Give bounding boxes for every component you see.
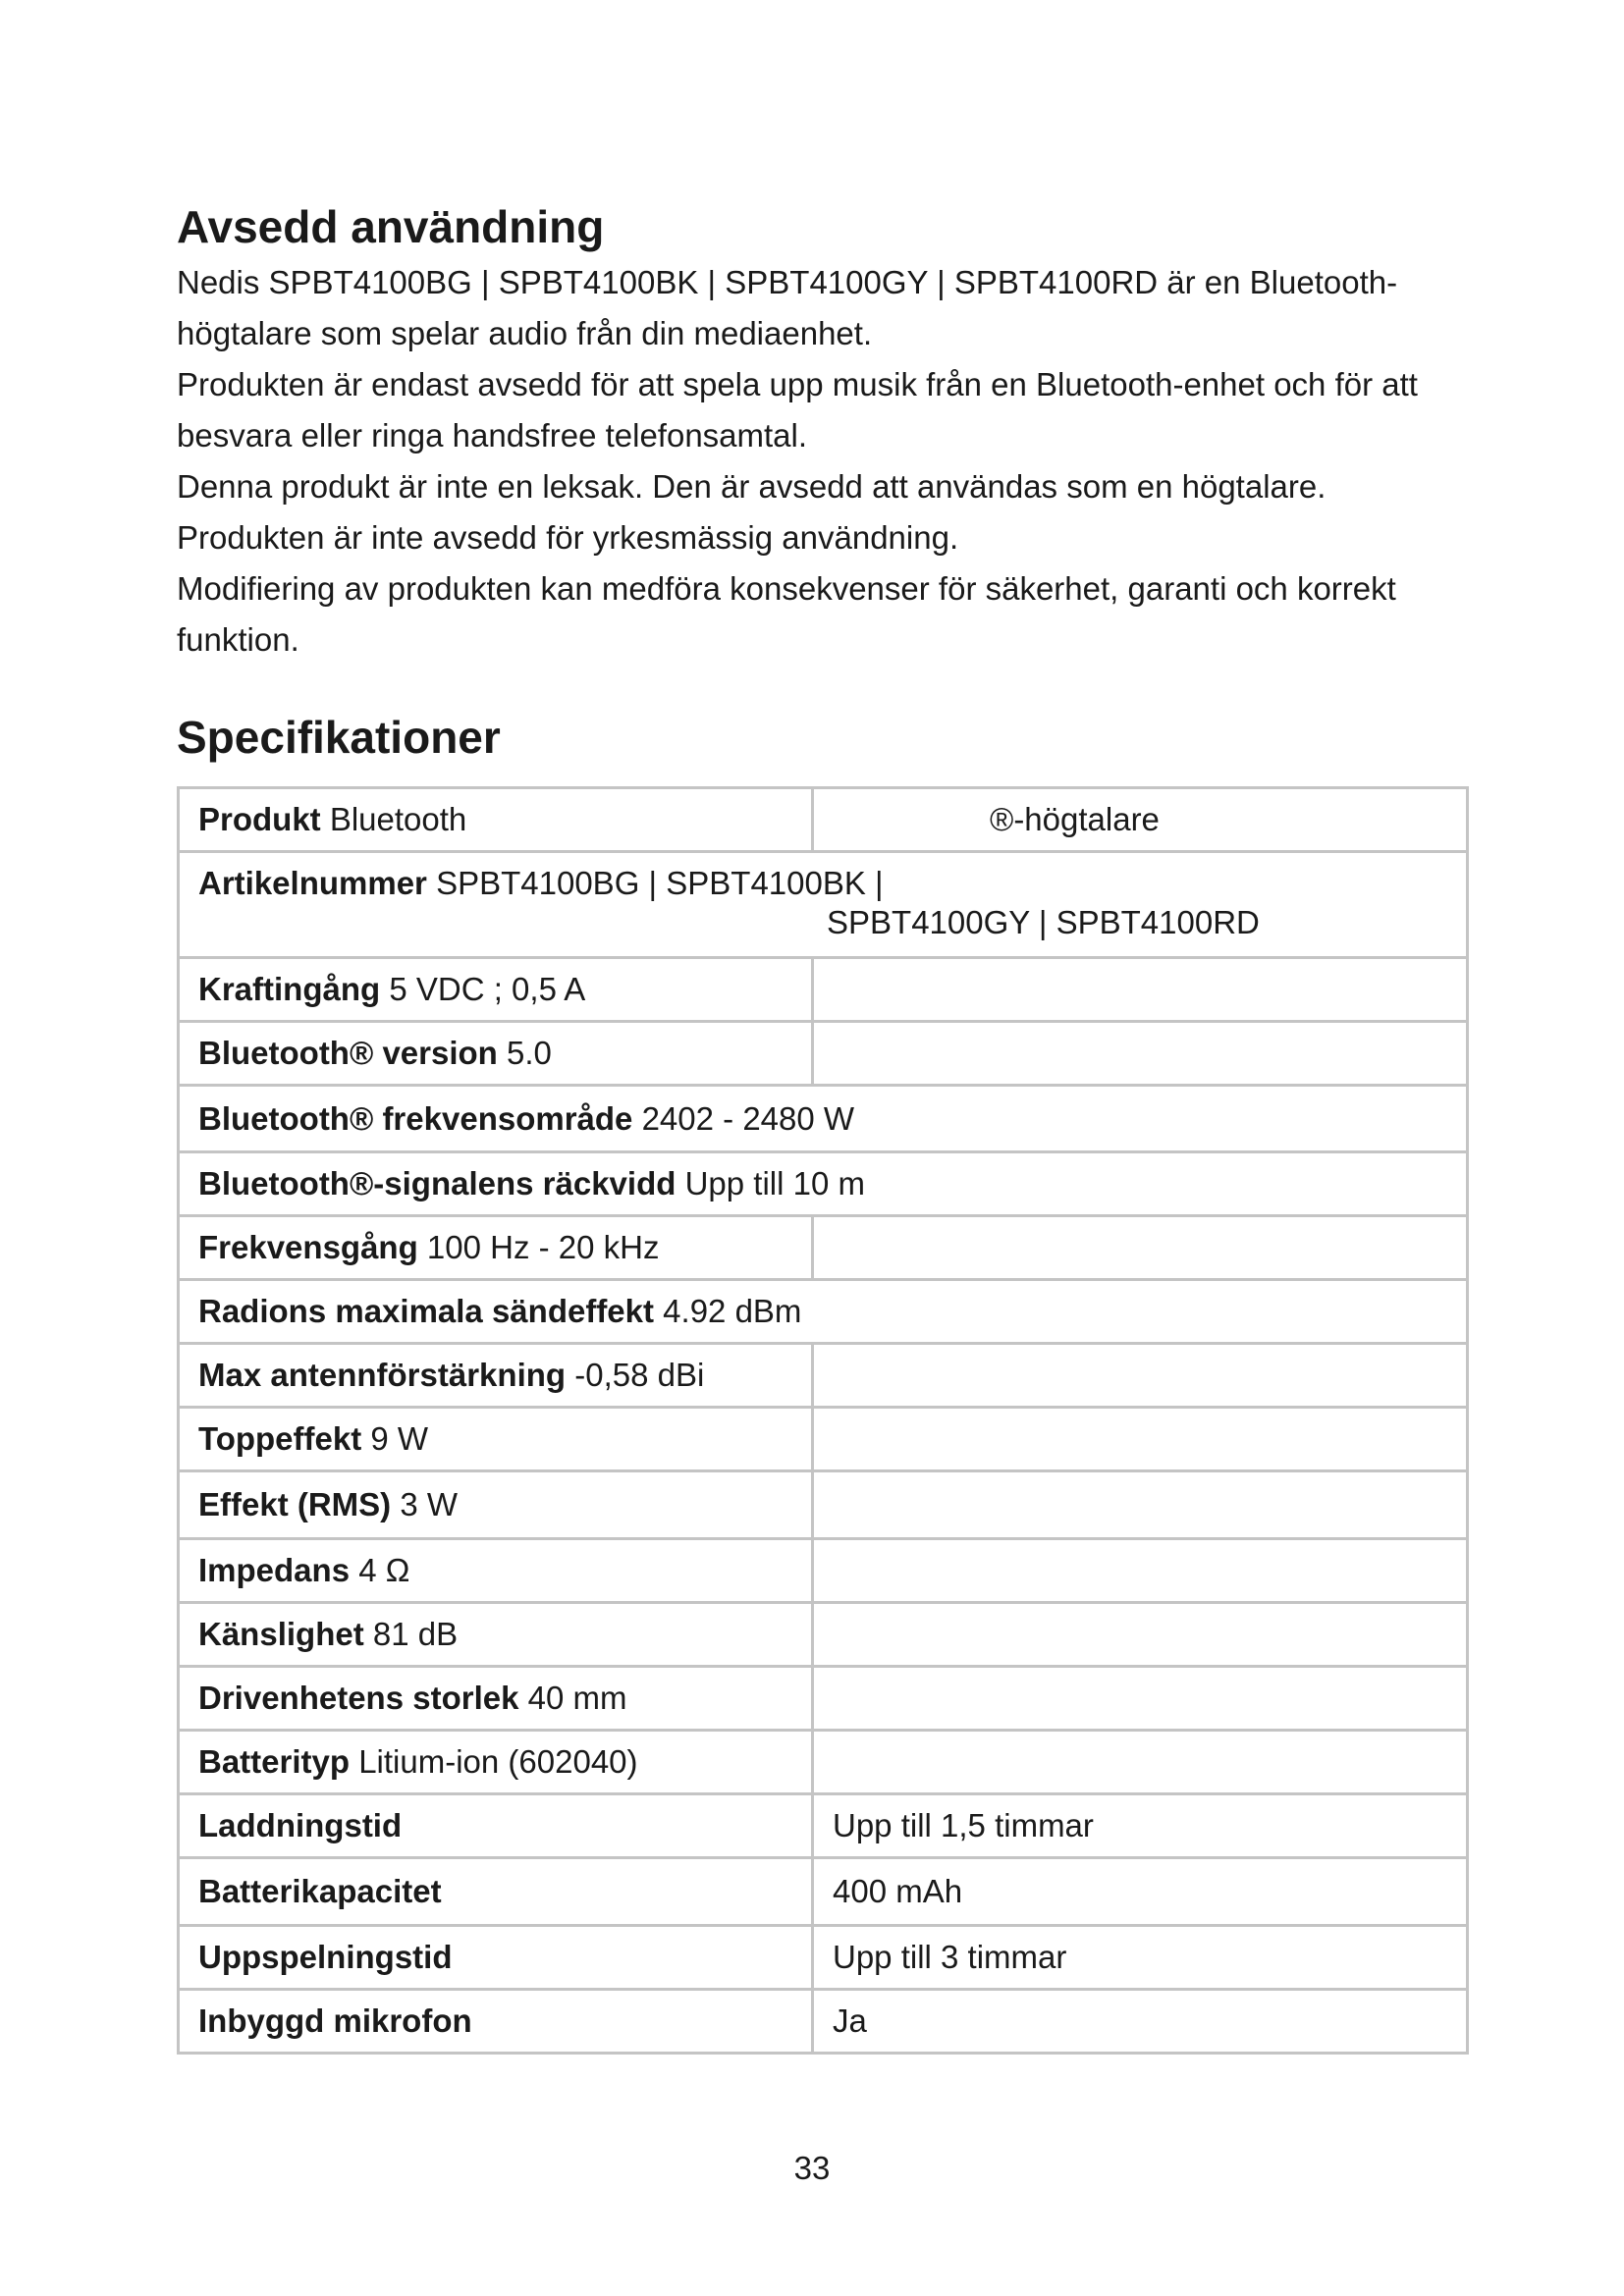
- spec-cell: [179, 1990, 813, 2054]
- spec-cell-empty: [813, 1344, 1468, 1408]
- spec-cell: [813, 1794, 1468, 1858]
- spec-value: Litium-ion (602040): [358, 1743, 638, 1780]
- table-row: [179, 1794, 1468, 1858]
- spec-cell: [179, 852, 1468, 958]
- spec-label: Bluetooth® frekvensområde: [198, 1099, 633, 1137]
- spec-label: Laddningstid: [198, 1807, 403, 1843]
- spec-label: Bluetooth®-signalens räckvidd: [198, 1165, 677, 1201]
- spec-value: 100 Hz - 20 kHz: [426, 1229, 660, 1265]
- spec-label: Kraftingång: [198, 971, 381, 1007]
- spec-value: Upp till 10 m: [684, 1165, 865, 1201]
- spec-value-continued: ®-högtalare: [990, 801, 1160, 837]
- spec-cell-empty: [813, 1731, 1468, 1794]
- table-row: [179, 1022, 1468, 1086]
- spec-label: Frekvensgång: [198, 1229, 418, 1265]
- spec-cell-empty: [813, 1539, 1468, 1603]
- spec-value: 9 W: [370, 1420, 429, 1457]
- spec-table: [177, 786, 1469, 2055]
- spec-cell: [179, 1086, 1468, 1152]
- spec-cell: [179, 1471, 813, 1539]
- spec-value: Bluetooth: [329, 801, 467, 837]
- spec-value: 3 W: [400, 1486, 459, 1522]
- spec-label: Toppeffekt: [198, 1420, 362, 1457]
- spec-label: Effekt (RMS): [198, 1486, 392, 1522]
- spec-cell-empty: [813, 1216, 1468, 1280]
- spec-label: Drivenhetens storlek: [198, 1680, 519, 1716]
- spec-cell: [813, 1926, 1468, 1990]
- spec-cell: [179, 1408, 813, 1471]
- table-row: [179, 1280, 1468, 1344]
- spec-cell: [179, 1667, 813, 1731]
- table-row: [179, 1344, 1468, 1408]
- spec-value: SPBT4100BG | SPBT4100BK |: [436, 865, 884, 901]
- spec-value: Upp till 1,5 timmar: [833, 1807, 1094, 1843]
- spec-label: Inbyggd mikrofon: [198, 2002, 472, 2039]
- section-heading-specifications: Specifikationer: [177, 712, 501, 763]
- table-row: [179, 1603, 1468, 1667]
- spec-label: Impedans: [198, 1552, 351, 1588]
- spec-value-continued: SPBT4100GY | SPBT4100RD: [827, 904, 1260, 940]
- table-row: [179, 1216, 1468, 1280]
- spec-value: -0,58 dBi: [574, 1357, 705, 1393]
- spec-cell: [179, 1926, 813, 1990]
- spec-cell: [179, 1216, 813, 1280]
- spec-value: Ja: [833, 2002, 867, 2039]
- spec-label: Batterikapacitet: [198, 1873, 442, 1909]
- spec-value: Upp till 3 timmar: [833, 1939, 1067, 1975]
- spec-cell: [179, 958, 813, 1022]
- spec-label: Uppspelningstid: [198, 1939, 453, 1975]
- spec-value: 4.92 dBm: [663, 1293, 802, 1329]
- spec-cell: [179, 1280, 1468, 1344]
- spec-cell: [813, 1990, 1468, 2054]
- paragraph: Produkten är endast avsedd för att spela upp musik från en Bluetooth-enhet och för att besvara eller ringa handsfree telefonsamtal.: [177, 366, 1418, 454]
- spec-label: Radions maximala sändeffekt: [198, 1293, 654, 1329]
- table-row: [179, 958, 1468, 1022]
- spec-cell: [179, 1794, 813, 1858]
- spec-cell: [179, 1603, 813, 1667]
- spec-label: Bluetooth® version: [198, 1035, 498, 1071]
- table-row: [179, 1926, 1468, 1990]
- page-number: 33: [793, 2150, 831, 2186]
- spec-cell: [813, 788, 1468, 852]
- spec-label: Produkt: [198, 801, 321, 837]
- spec-label: Batterityp: [198, 1743, 351, 1780]
- spec-label: Max antennförstärkning: [198, 1357, 567, 1393]
- spec-value: 400 mAh: [833, 1873, 963, 1909]
- spec-label: Känslighet: [198, 1616, 364, 1652]
- spec-cell: [179, 788, 813, 852]
- spec-cell-empty: [813, 1667, 1468, 1731]
- paragraph: Denna produkt är inte en leksak. Den är avsedd att användas som en högtalare.: [177, 468, 1326, 505]
- table-row: [179, 1152, 1468, 1216]
- paragraph: Modifiering av produkten kan medföra konsekvenser för säkerhet, garanti och korrekt funktion.: [177, 570, 1396, 658]
- spec-cell-empty: [813, 1471, 1468, 1539]
- spec-cell: [179, 1539, 813, 1603]
- spec-cell: [179, 1858, 813, 1926]
- table-row: [179, 788, 1468, 852]
- table-row: [179, 1858, 1468, 1926]
- table-row: [179, 1990, 1468, 2054]
- spec-cell-empty: [813, 1022, 1468, 1086]
- spec-value: 40 mm: [527, 1680, 627, 1716]
- table-row: [179, 1471, 1468, 1539]
- spec-cell: [179, 1344, 813, 1408]
- spec-value: 5.0: [507, 1035, 552, 1071]
- table-row: [179, 1539, 1468, 1603]
- table-row: [179, 852, 1468, 958]
- table-row: [179, 1086, 1468, 1152]
- spec-value: 5 VDC ; 0,5 A: [389, 971, 586, 1007]
- spec-cell-empty: [813, 1603, 1468, 1667]
- spec-label: Artikelnummer: [198, 865, 427, 901]
- spec-cell: [813, 1858, 1468, 1926]
- spec-cell: [179, 1022, 813, 1086]
- paragraph: Produkten är inte avsedd för yrkesmässig användning.: [177, 519, 959, 556]
- spec-value: 2402 - 2480 W: [641, 1099, 855, 1137]
- table-row: [179, 1408, 1468, 1471]
- spec-value: 4 Ω: [358, 1552, 410, 1588]
- spec-cell-empty: [813, 1408, 1468, 1471]
- section-heading-intended-use: Avsedd användning: [177, 201, 605, 252]
- spec-value: 81 dB: [372, 1616, 459, 1652]
- spec-cell-empty: [813, 958, 1468, 1022]
- spec-cell: [179, 1152, 1468, 1216]
- table-row: [179, 1667, 1468, 1731]
- intended-use-body: [177, 257, 1473, 666]
- spec-cell: [179, 1731, 813, 1794]
- paragraph: Nedis SPBT4100BG | SPBT4100BK | SPBT4100GY | SPBT4100RD är en Bluetooth-högtalare som spelar audio från din mediaenhet.: [177, 264, 1398, 351]
- table-row: [179, 1731, 1468, 1794]
